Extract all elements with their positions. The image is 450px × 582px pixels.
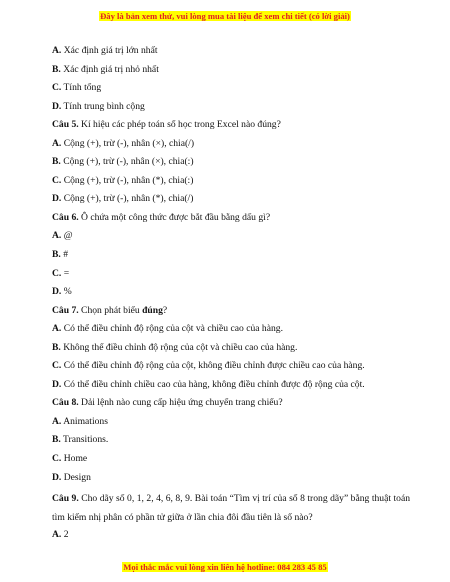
question-6: Câu 6. Ô chứa một công thức được bắt đầu bằng dấu gì? bbox=[52, 211, 271, 223]
q7-option-a: A. Có thể điều chỉnh độ rộng của cột và chiều cao của hàng. bbox=[52, 323, 283, 335]
q4-option-b: B. Xác định giá trị nhỏ nhất bbox=[52, 63, 159, 75]
contact-banner-text: Mọi thắc mắc vui lòng xin liên hệ hotline: 084 283 45 85 bbox=[123, 562, 327, 572]
q5-option-c: C. Cộng (+), trừ (-), nhân (*), chia(:) bbox=[52, 174, 194, 186]
q8-option-a: A. Animations bbox=[52, 415, 108, 427]
q9-option-a: A. 2 bbox=[52, 529, 69, 541]
q8-option-b: B. Transitions. bbox=[52, 434, 109, 446]
q5-option-d: D. Cộng (+), trừ (-), nhân (*), chia(/) bbox=[52, 193, 194, 205]
q8-option-d: D. Design bbox=[52, 471, 91, 483]
q4-option-c: C. Tính tổng bbox=[52, 82, 102, 94]
question-7: Câu 7. Chọn phát biểu đúng? bbox=[52, 304, 168, 316]
q6-option-d: D. % bbox=[52, 286, 72, 298]
q6-option-a: A. @ bbox=[52, 230, 73, 242]
contact-banner bbox=[0, 562, 450, 572]
q6-option-b: B. # bbox=[52, 249, 69, 261]
question-8: Câu 8. Dải lệnh nào cung cấp hiệu ứng chuyển trang chiếu? bbox=[52, 397, 283, 409]
q5-option-b: B. Cộng (+), trừ (-), nhân (×), chia(:) bbox=[52, 156, 194, 168]
q7-option-d: D. Có thể điều chỉnh chiều cao của hàng, không điều chỉnh được độ rộng của cột. bbox=[52, 378, 365, 390]
q4-option-a: A. Xác định giá trị lớn nhất bbox=[52, 45, 158, 56]
question-9: Câu 9. Cho dãy số 0, 1, 2, 4, 6, 8, 9. Bài toán “Tìm vị trí của số 8 trong dãy” bằng thuật toán tìm kiếm nhị phân có phần tử giữa ở lần chia đôi đầu tiên là số nào? bbox=[52, 493, 410, 523]
q4-option-d: D. Tính trung bình cộng bbox=[52, 100, 145, 112]
preview-banner-text: Đây là bản xem thử, vui lòng mua tài liệu để xem chi tiết (có lời giải) bbox=[100, 11, 350, 21]
q7-option-c: C. Có thể điều chỉnh độ rộng của cột, không điều chỉnh được chiều cao của hàng. bbox=[52, 360, 365, 372]
q7-option-b: B. Không thể điều chỉnh độ rộng của cột và chiều cao của hàng. bbox=[52, 341, 298, 353]
q6-option-c: C. = bbox=[52, 267, 70, 279]
q5-option-a: A. Cộng (+), trừ (-), nhân (×), chia(/) bbox=[52, 137, 195, 149]
question-5: Câu 5. Kí hiệu các phép toán số học trong Excel nào đúng? bbox=[52, 119, 281, 131]
document-body bbox=[52, 45, 410, 548]
q8-option-c: C. Home bbox=[52, 453, 88, 465]
preview-banner bbox=[0, 11, 450, 21]
